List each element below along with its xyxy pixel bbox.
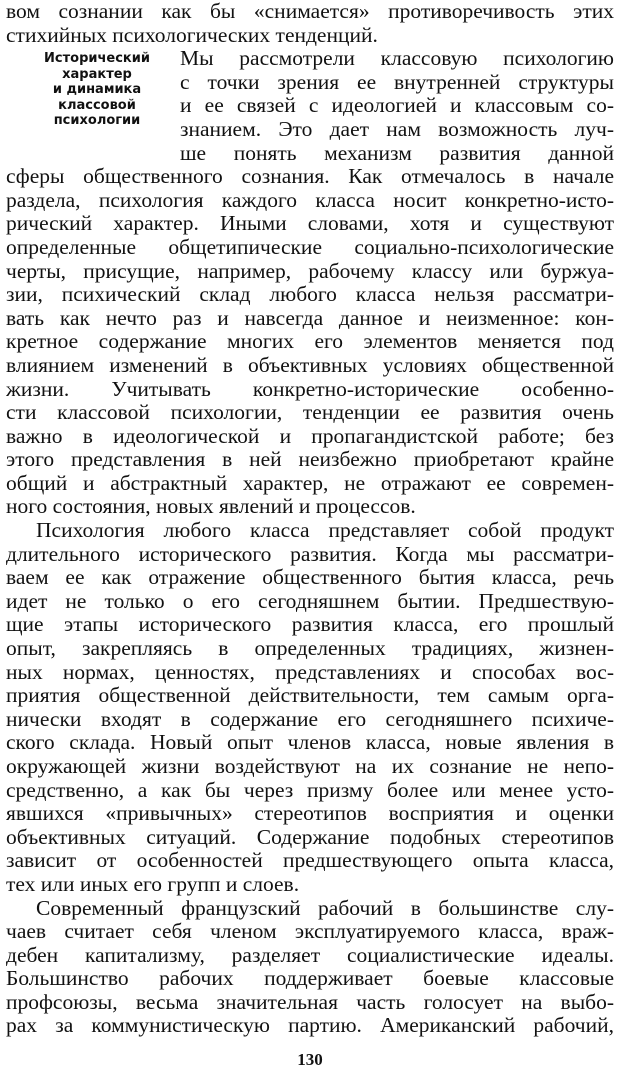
margin-heading-line: психологии [53,113,141,129]
text-line: Современный французский рабочий в большинстве слу- [36,896,614,920]
text-line: дебен капитализму, разделяет социалистические идеалы. [6,943,614,967]
text-line: профсоюзы, весьма значительная часть голосует на выбо- [6,990,614,1014]
text-line: кретное содержание многих его элементов меняется под [6,330,614,354]
text-line: ных нормах, ценностях, представлениях и способах вос- [6,660,614,684]
text-line: общий и абстрактный характер, не отражают ее современ- [6,471,614,495]
text-line: длительного исторического развития. Когда мы рассматри- [6,542,614,566]
text-line: жизни. Учитывать конкретно-исторические особенно- [6,377,614,401]
text-line: Психология любого класса представляет собой продукт [36,519,614,542]
text-line: окружающей жизни воздействуют на их сознание не непо- [6,754,614,778]
text-line: стихийных психологических тенденций. [6,23,378,47]
text-line: ного состояния, новых явлений и процессов. [6,495,416,519]
text-line: рах за коммунистическую партию. Американский рабочий, [6,1014,614,1038]
text-line: средственно, а как бы через призму более или менее усто- [6,778,614,802]
text-line: и ее связей с идеологией и классовым со- [180,94,614,118]
text-line: определенные общетипические социально-психологические [6,235,614,259]
text-line: Большинство рабочих поддерживает боевые классовые [6,967,614,991]
margin-heading-line: Исторический [44,51,150,67]
margin-heading-line: и динамика [52,82,142,98]
text-line: рический характер. Иными словами, хотя и существуют [6,212,614,236]
margin-heading-line: характер [62,66,132,82]
text-line: влиянием изменений в объективных условиях общественной [6,353,614,377]
text-line: тех или иных его групп и слоев. [6,872,300,896]
text-line: опыт, закрепляясь в определенных традициях, жизнен- [6,637,614,660]
text-line: чаев считает себя членом эксплуатируемого класса, враж- [6,920,614,943]
text-line: объективных ситуаций. Содержание подобных стереотипов [6,825,614,849]
text-line: этого представления в ней неизбежно приобретают крайне [6,448,614,472]
text-line: ваем ее как отражение общественного бытия класса, речь [6,566,614,590]
margin-heading [22,51,172,129]
text-line: щие этапы исторического развития класса, его прошлый [6,613,614,637]
margin-heading-line: классовой [58,97,136,113]
text-line: сферы общественного сознания. Как отмечалось в начале [6,165,614,189]
text-line: раздела, психология каждого класса носит конкретно-исто- [6,188,614,212]
text-line: приятия общественной действительности, тем самым орга- [6,684,614,708]
text-line: ше понять механизм развития данной [180,141,614,165]
text-line: знанием. Это дает нам возможность луч- [180,118,614,141]
text-line: нически входят в содержание его сегодняшнего психиче- [6,707,614,731]
text-line: черты, присущие, например, рабочему классу или буржуа- [6,259,614,283]
text-line: зии, психический склад любого класса нельзя рассматри- [6,283,614,307]
text-line: с точки зрения ее внутренней структуры [180,70,614,94]
text-line: явшихся «привычных» стереотипов восприятия и оценки [6,802,614,826]
text-line: Мы рассмотрели классовую психологию [180,47,614,71]
page-number: 130 [297,1050,323,1069]
text-line: ского склада. Новый опыт членов класса, новые явления в [6,731,614,755]
text-line: идет не только о его сегодняшнем бытии. Предшествую- [6,589,614,613]
text-line: зависит от особенностей предшествующего опыта класса, [6,849,614,873]
text-line: важно в идеологической и пропагандистской работе; без [6,424,614,448]
text-line: сти классовой психологии, тенденции ее развития очень [6,401,614,424]
text-line: вать как нечто раз и навсегда данное и неизменное: кон- [6,306,614,330]
text-line: вом сознании как бы «снимается» противоречивость этих [6,0,614,23]
